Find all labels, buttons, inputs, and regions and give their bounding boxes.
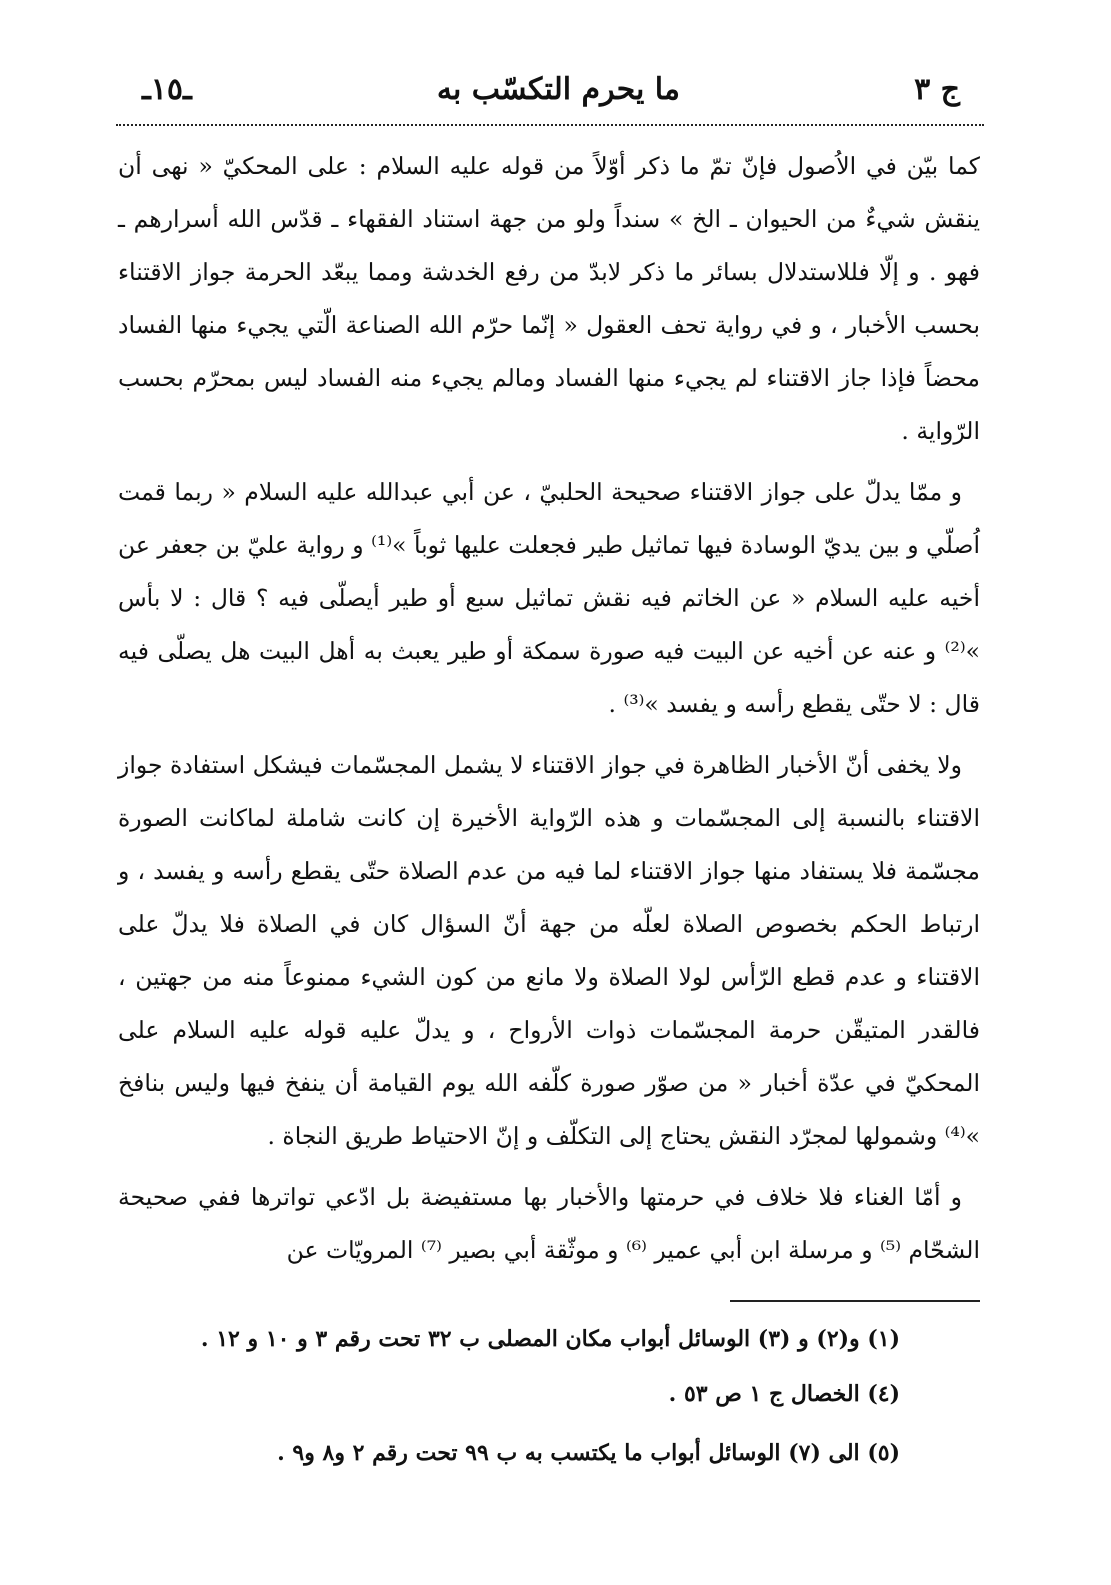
running-title: ما يحرم التكسّب به [436,72,680,107]
paragraph: و أمّا الغناء فلا خلاف في حرمتها والأخبار بها مستفيضة بل ادّعي تواترها ففي صحيحة الشحّام ⁽⁵⁾ و مرسلة ابن أبي عمير ⁽⁶⁾ و موثّقة أبي بصير ⁽⁷⁾ المرويّات عن [118,1183,980,1264]
footnotes [150,1312,900,1481]
footnote: (١) و(٢) و (٣) الوسائل أبواب مكان المصلى ب ٣٢ تحت رقم ٣ و ١٠ و ١٢ . [200,1326,900,1352]
footnote-divider [730,1300,980,1302]
main-text [118,140,980,1277]
footnote: (٥) الى (٧) الوسائل أبواب ما يكتسب به ب ٩٩ تحت رقم ٢ و٨ و٩ . [277,1440,900,1466]
page-header [120,66,980,118]
header-divider [116,124,984,126]
paragraph: كما بيّن في الاُصول فإنّ تمّ ما ذكر أوّلاً من قوله عليه السلام : على المحكيّ « نهى أن ينقش شيءٌ من الحيوان ـ الخ » سنداً ولو من جهة استناد الفقهاء ـ قدّس الله أسرارهم ـ فهو . و إلّا فللاستدلال بسائر ما ذكر لابدّ من رفع الخدشة ومما يبعّد الحرمة جواز الاقتناء بحسب الأخبار ، و في رواية تحف العقول « إنّما حرّم الله الصناعة الّتي يجيء منها الفساد محضاً فإذا جاز الاقتناء لم يجيء منها الفساد ومالم يجيء منه الفساد ليس بمحرّم بحسب الرّواية . [118,152,980,445]
page-number: ـ١٥ـ [142,72,192,107]
paragraph: ولا يخفى أنّ الأخبار الظاهرة في جواز الاقتناء لا يشمل المجسّمات فيشكل استفادة جواز الاقتناء بالنسبة إلى المجسّمات و هذه الرّواية الأخيرة إن كانت شاملة لماكانت الصورة مجسّمة فلا يستفاد منها جواز الاقتناء لما فيه من عدم الصلاة حتّى يقطع رأسه و يفسد ، و ارتباط الحكم بخصوص الصلاة لعلّه من جهة أنّ السؤال كان في الصلاة فلا يدلّ على الاقتناء و عدم قطع الرّأس لولا الصلاة ولا مانع من كون الشيء ممنوعاً منه من جهتين ، فالقدر المتيقّن حرمة المجسّمات ذوات الأرواح ، و يدلّ عليه قوله عليه السلام على المحكيّ في عدّة أخبار « من صوّر صورة كلّفه الله يوم القيامة أن ينفخ فيها وليس بنافخ »⁽⁴⁾ وشمولها لمجرّد النقش يحتاج إلى التكلّف و إنّ الاحتياط طريق النجاة . [118,751,980,1150]
paragraph: و ممّا يدلّ على جواز الاقتناء صحيحة الحلبيّ ، عن أبي عبدالله عليه السلام « ربما قمت اُصلّي و بين يديّ الوسادة فيها تماثيل طير فجعلت عليها ثوباً »⁽¹⁾ و رواية عليّ بن جعفر عن أخيه عليه السلام « عن الخاتم فيه نقش تماثيل سبع أو طير أيصلّى فيه ؟ قال : لا بأس »⁽²⁾ و عنه عن أخيه عن البيت فيه صورة سمكة أو طير يعبث به أهل البيت هل يصلّى فيه قال : لا حتّى يقطع رأسه و يفسد »⁽³⁾ . [118,478,980,718]
footnote: (٤) الخصال ج ١ ص ٥٣ . [668,1381,900,1407]
volume-label: ج ٣ [914,72,960,107]
